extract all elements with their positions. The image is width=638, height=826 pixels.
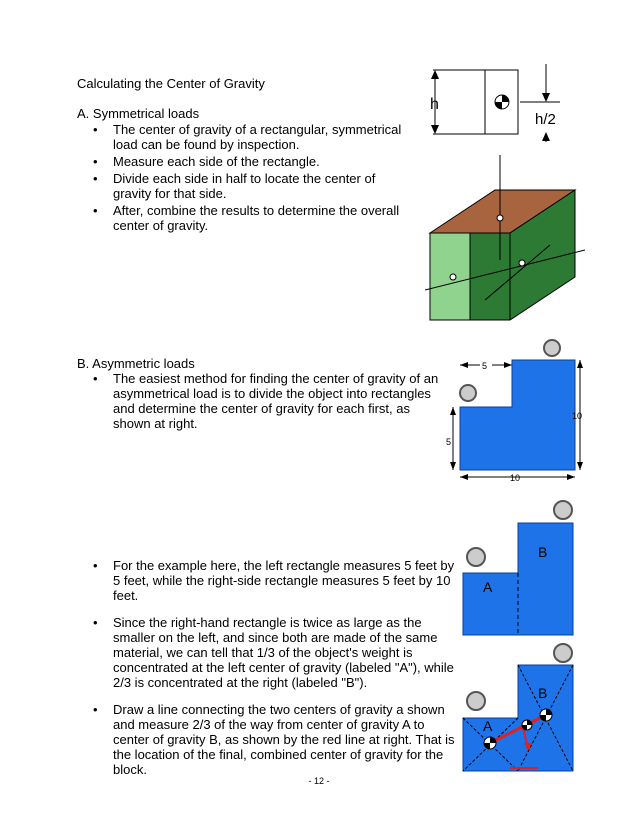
l-block	[460, 360, 575, 470]
dim-right-label: 10	[572, 411, 583, 421]
list-item: • The center of gravity of a rectangular, symmetrical load can be found by inspection.	[91, 122, 411, 152]
half-height-figure	[425, 62, 575, 142]
dim-top-label: 5	[482, 361, 488, 371]
label-b-2: B	[538, 685, 548, 701]
dim-bottom-label: 10	[510, 473, 521, 483]
label-b: B	[538, 544, 548, 560]
list-item: • Since the right-hand rectangle is twice as large as the smaller on the left, and since both are made of the same material, we can tell that 1/3 of the object's weight is concentrated at the left center of gravity (labeled "A"), while 2/3 is concentrated at the right (labeled "B").	[91, 615, 461, 690]
list-item: • For the example here, the left rectangle measures 5 feet by 5 feet, while the right-side rectangle measures 5 feet by 10 feet.	[91, 558, 461, 603]
combined-cg-figure	[458, 643, 583, 778]
cg-a-icon	[484, 737, 496, 749]
section-b-list-1	[91, 371, 441, 433]
list-item: • The easiest method for finding the center of gravity of an asymmetrical load is to divide the object into rectangles and determine the center of gravity for each first, as shown at right.	[91, 371, 441, 431]
label-a: A	[483, 579, 493, 595]
dim-left-label: 5	[446, 437, 452, 447]
a-b-split-figure	[458, 495, 583, 645]
cg-b-icon	[540, 709, 552, 721]
l-block-dimension-figure	[440, 335, 600, 485]
label-a-2: A	[483, 718, 493, 734]
h2-label: h/2	[535, 111, 556, 128]
list-item: • After, combine the results to determine the overall center of gravity.	[91, 203, 411, 233]
cg-combined-icon	[522, 720, 532, 730]
section-b-heading: B. Asymmetric loads	[77, 356, 195, 371]
page-number: - 12 -	[308, 776, 330, 786]
section-a-heading: A. Symmetrical loads	[77, 106, 200, 121]
box-3d-figure	[425, 150, 585, 325]
h-label: h	[430, 96, 439, 113]
list-item: • Draw a line connecting the two centers of gravity a shown and measure 2/3 of the way from center of gravity A to center of gravity B, as shown by the red line at right. That is the location of the final, combined center of gravity for the block.	[91, 702, 461, 777]
page-title: Calculating the Center of Gravity	[77, 76, 265, 91]
section-a-list	[91, 122, 411, 235]
section-b-list-2	[91, 558, 461, 779]
list-item: • Measure each side of the rectangle.	[91, 154, 411, 169]
list-item: • Divide each side in half to locate the center of gravity for that side.	[91, 171, 411, 201]
center-of-gravity-icon	[495, 95, 509, 109]
